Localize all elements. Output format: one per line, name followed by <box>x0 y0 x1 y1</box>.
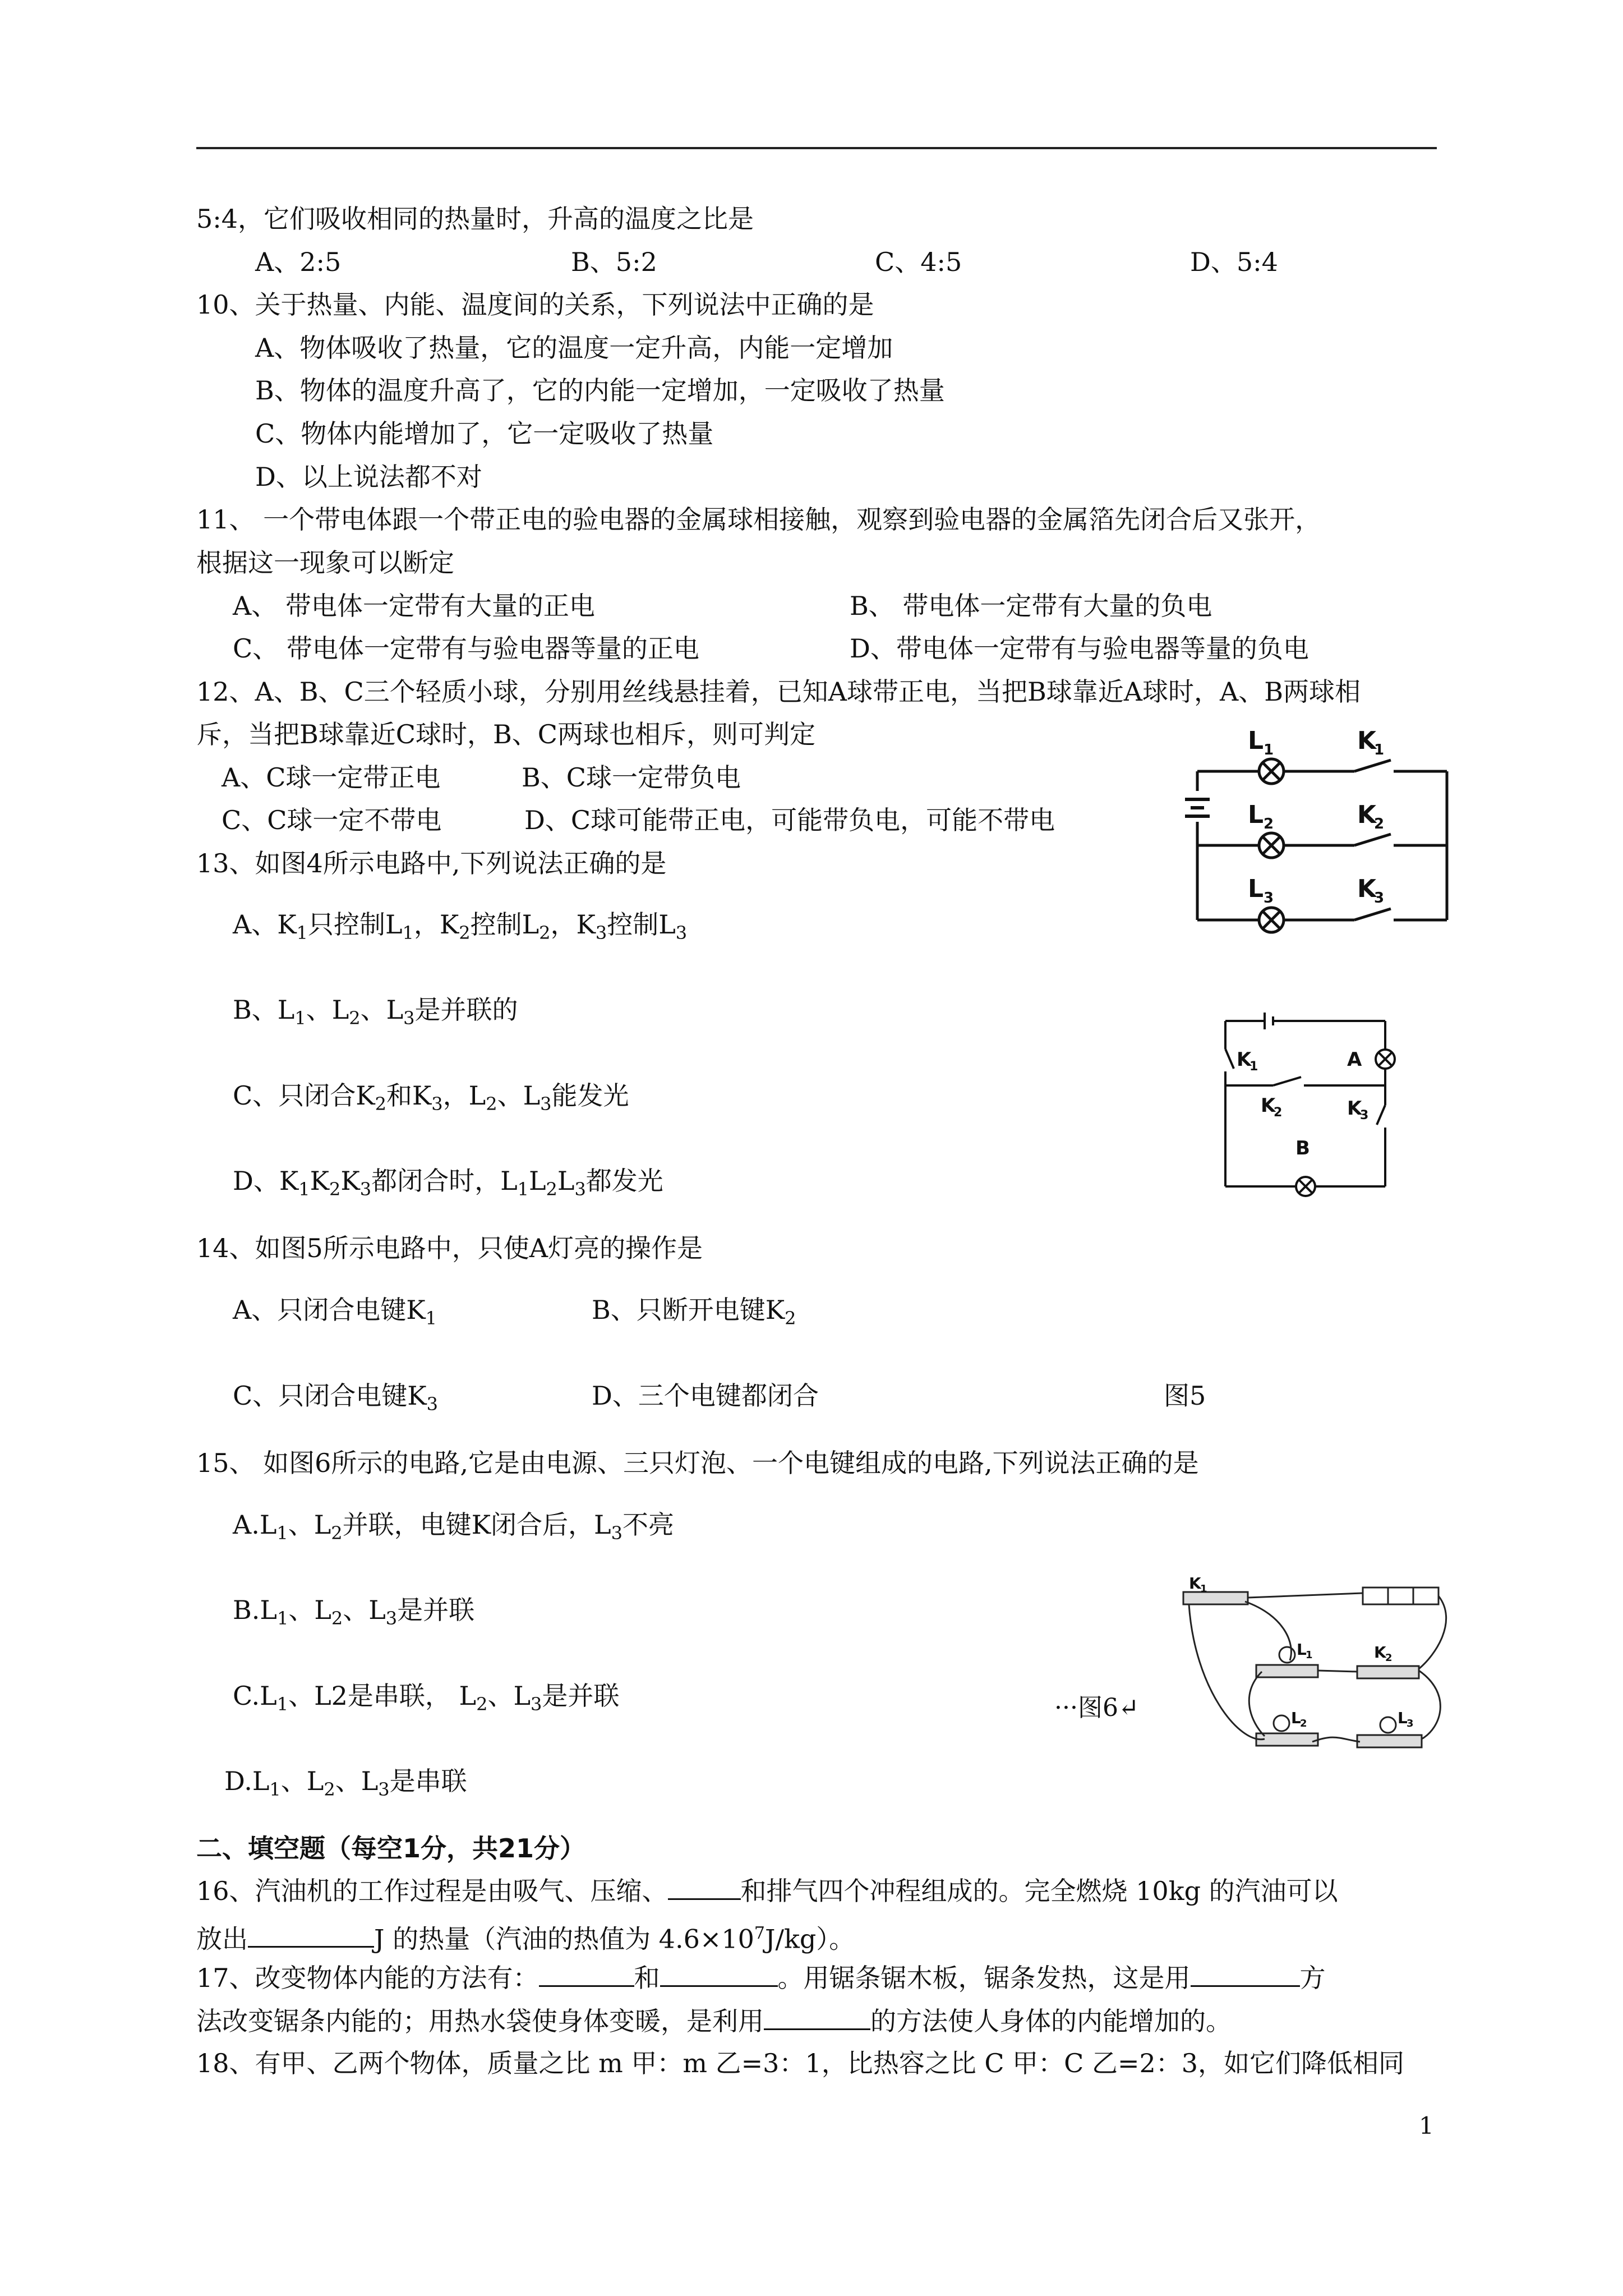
q12-option-b: B、C球一定带负电 <box>522 762 741 793</box>
q17-blank-3[interactable] <box>1191 1961 1300 1987</box>
svg-text:K: K <box>1357 726 1377 755</box>
q17-blank-1[interactable] <box>539 1961 634 1987</box>
header-rule <box>196 147 1437 149</box>
svg-text:1: 1 <box>1249 1060 1258 1074</box>
q17-blank-2[interactable] <box>660 1961 778 1987</box>
section-2-heading: 二、填空题（每空1分，共21分） <box>196 1833 586 1864</box>
fig6-caption: ···图6↵ <box>1054 1694 1139 1722</box>
svg-text:2: 2 <box>1274 1106 1283 1120</box>
svg-text:3: 3 <box>1360 1108 1369 1122</box>
q15-option-b: $B.L_1$、$L_2$、$L_3$是并联 <box>233 1595 475 1630</box>
q11-stem-line1: 11、 一个带电体跟一个带正电的验电器的金属球相接触，观察到验电器的金属箔先闭合后又张开， <box>196 504 1321 535</box>
q11-option-a: A、 带电体一定带有大量的正电 <box>233 591 595 621</box>
q10-option-a: A、物体吸收了热量，它的温度一定升高，内能一定增加 <box>255 333 893 363</box>
svg-text:K: K <box>1374 1643 1386 1662</box>
fig5-caption: 图5 <box>1164 1381 1206 1411</box>
q14-option-c: C、只闭合电键$K_3$ <box>233 1381 438 1415</box>
q15-stem: 15、 如图6所示的电路,它是由电源、三只灯泡、一个电键组成的电路,下列说法正确的是 <box>196 1448 1199 1478</box>
page-number: 1 <box>1419 2112 1434 2139</box>
figure-4-circuit <box>1175 721 1467 937</box>
q9-option-c: C、4:5 <box>875 247 962 277</box>
svg-text:L: L <box>1248 800 1264 829</box>
svg-text:2: 2 <box>1374 816 1385 832</box>
svg-text:3: 3 <box>1374 890 1385 907</box>
svg-text:K: K <box>1261 1094 1276 1117</box>
q15-option-c: $C.L_1$、L2是串联， $L_2$、$L_3$是并联 <box>233 1681 620 1715</box>
q12-option-a: A、C球一定带正电 <box>222 762 441 793</box>
q10-option-d: D、以上说法都不对 <box>255 462 482 492</box>
q9-tail: 5:4，它们吸收相同的热量时，升高的温度之比是 <box>196 204 754 234</box>
svg-text:3: 3 <box>1264 890 1274 907</box>
q13-option-d: D、$K_1K_2K_3$都闭合时，$L_1L_2L_3$都发光 <box>233 1166 663 1200</box>
svg-text:2: 2 <box>1385 1652 1393 1664</box>
svg-text:2: 2 <box>1264 816 1274 832</box>
svg-text:1: 1 <box>1264 742 1274 758</box>
q17-line1: 17、改变物体内能的方法有： 和 。用锯条锯木板，锯条发热，这是用 方 <box>196 1961 1326 1995</box>
svg-text:1: 1 <box>1306 1649 1313 1661</box>
q13-option-a: A、$K_1$只控制$L_1$，$K_2$控制$L_2$，$K_3$控制$L_3$ <box>233 909 688 944</box>
q12-option-c: C、C球一定不带电 <box>222 805 442 835</box>
q18-stem: 18、有甲、乙两个物体，质量之比 m 甲：m 乙=3：1，比热容之比 C 甲：C 乙=2：3，如它们降低相同 <box>196 2048 1405 2078</box>
q12-stem-line1: 12、A、B、C三个轻质小球，分别用丝线悬挂着，已知A球带正电，当把B球靠近A球时，A、B两球相 <box>196 677 1361 707</box>
svg-text:K: K <box>1189 1576 1201 1593</box>
q14-stem: 14、如图5所示电路中，只使A灯亮的操作是 <box>196 1233 703 1263</box>
svg-text:K: K <box>1237 1048 1252 1071</box>
q11-option-c: C、 带电体一定带有与验电器等量的正电 <box>233 633 699 664</box>
q14-option-d: D、三个电键都闭合 <box>592 1381 819 1411</box>
svg-text:L: L <box>1248 875 1264 903</box>
svg-text:L: L <box>1291 1709 1301 1727</box>
q11-option-d: D、带电体一定带有与验电器等量的负电 <box>850 633 1309 664</box>
svg-text:K: K <box>1347 1097 1362 1120</box>
svg-text:A: A <box>1347 1048 1362 1071</box>
svg-text:K: K <box>1357 800 1377 829</box>
svg-text:1: 1 <box>1374 742 1385 758</box>
q16-blank-1[interactable] <box>668 1874 741 1900</box>
svg-text:L: L <box>1398 1709 1408 1727</box>
svg-text:L: L <box>1248 726 1264 755</box>
q10-option-b: B、物体的温度升高了，它的内能一定增加，一定吸收了热量 <box>255 375 945 406</box>
q13-option-c: C、只闭合$K_2$和$K_3$，$L_2$、$L_3$能发光 <box>233 1080 629 1115</box>
q11-option-b: B、 带电体一定带有大量的负电 <box>850 591 1212 621</box>
q14-option-a: A、只闭合电键$K_1$ <box>233 1295 437 1329</box>
q13-option-b: B、$L_1$、$L_2$、$L_3$是并联的 <box>233 995 518 1029</box>
figure-5-circuit <box>1217 1010 1402 1206</box>
q10-option-c: C、物体内能增加了，它一定吸收了热量 <box>255 418 714 449</box>
q15-option-a: $A.L_1$、$L_2$并联，电键K闭合后，$L_3$不亮 <box>233 1510 674 1544</box>
q12-stem-line2: 斥，当把B球靠近C球时，B、C两球也相斥，则可判定 <box>196 719 815 749</box>
q16-blank-2[interactable] <box>248 1921 374 1948</box>
figure-6-circuit <box>1172 1576 1464 1773</box>
q17-blank-4[interactable] <box>764 2004 870 2030</box>
svg-text:B: B <box>1295 1137 1310 1159</box>
q14-option-b: B、只断开电键$K_2$ <box>592 1295 796 1329</box>
q17-line2: 法改变锯条内能的；用热水袋使身体变暖，是利用 的方法使人身体的内能增加的。 <box>196 2004 1232 2038</box>
svg-text:1: 1 <box>1200 1583 1207 1595</box>
q15-option-d: $D.L_1$、$L_2$、$L_3$是串联 <box>224 1766 467 1801</box>
q11-stem-line2: 根据这一现象可以断定 <box>196 547 454 578</box>
q16-line1: 16、汽油机的工作过程是由吸气、压缩、 和排气四个冲程组成的。完全燃烧 10kg 的汽油可以 <box>196 1874 1338 1908</box>
q13-stem: 13、如图4所示电路中,下列说法正确的是 <box>196 848 667 878</box>
q9-option-d: D、5:4 <box>1190 247 1278 277</box>
svg-text:K: K <box>1357 875 1377 903</box>
svg-text:3: 3 <box>1407 1718 1414 1729</box>
svg-text:2: 2 <box>1300 1718 1307 1729</box>
q9-option-a: A、2:5 <box>255 247 342 277</box>
q16-line2: 放出 J 的热量（汽油的热值为 $4.6\times 10^7J/kg$）。 <box>196 1917 855 1955</box>
q12-option-d: D、C球可能带正电，可能带负电，可能不带电 <box>524 805 1055 835</box>
svg-text:L: L <box>1297 1640 1307 1659</box>
q10-stem: 10、关于热量、内能、温度间的关系，下列说法中正确的是 <box>196 289 874 320</box>
q9-option-b: B、5:2 <box>571 247 657 277</box>
